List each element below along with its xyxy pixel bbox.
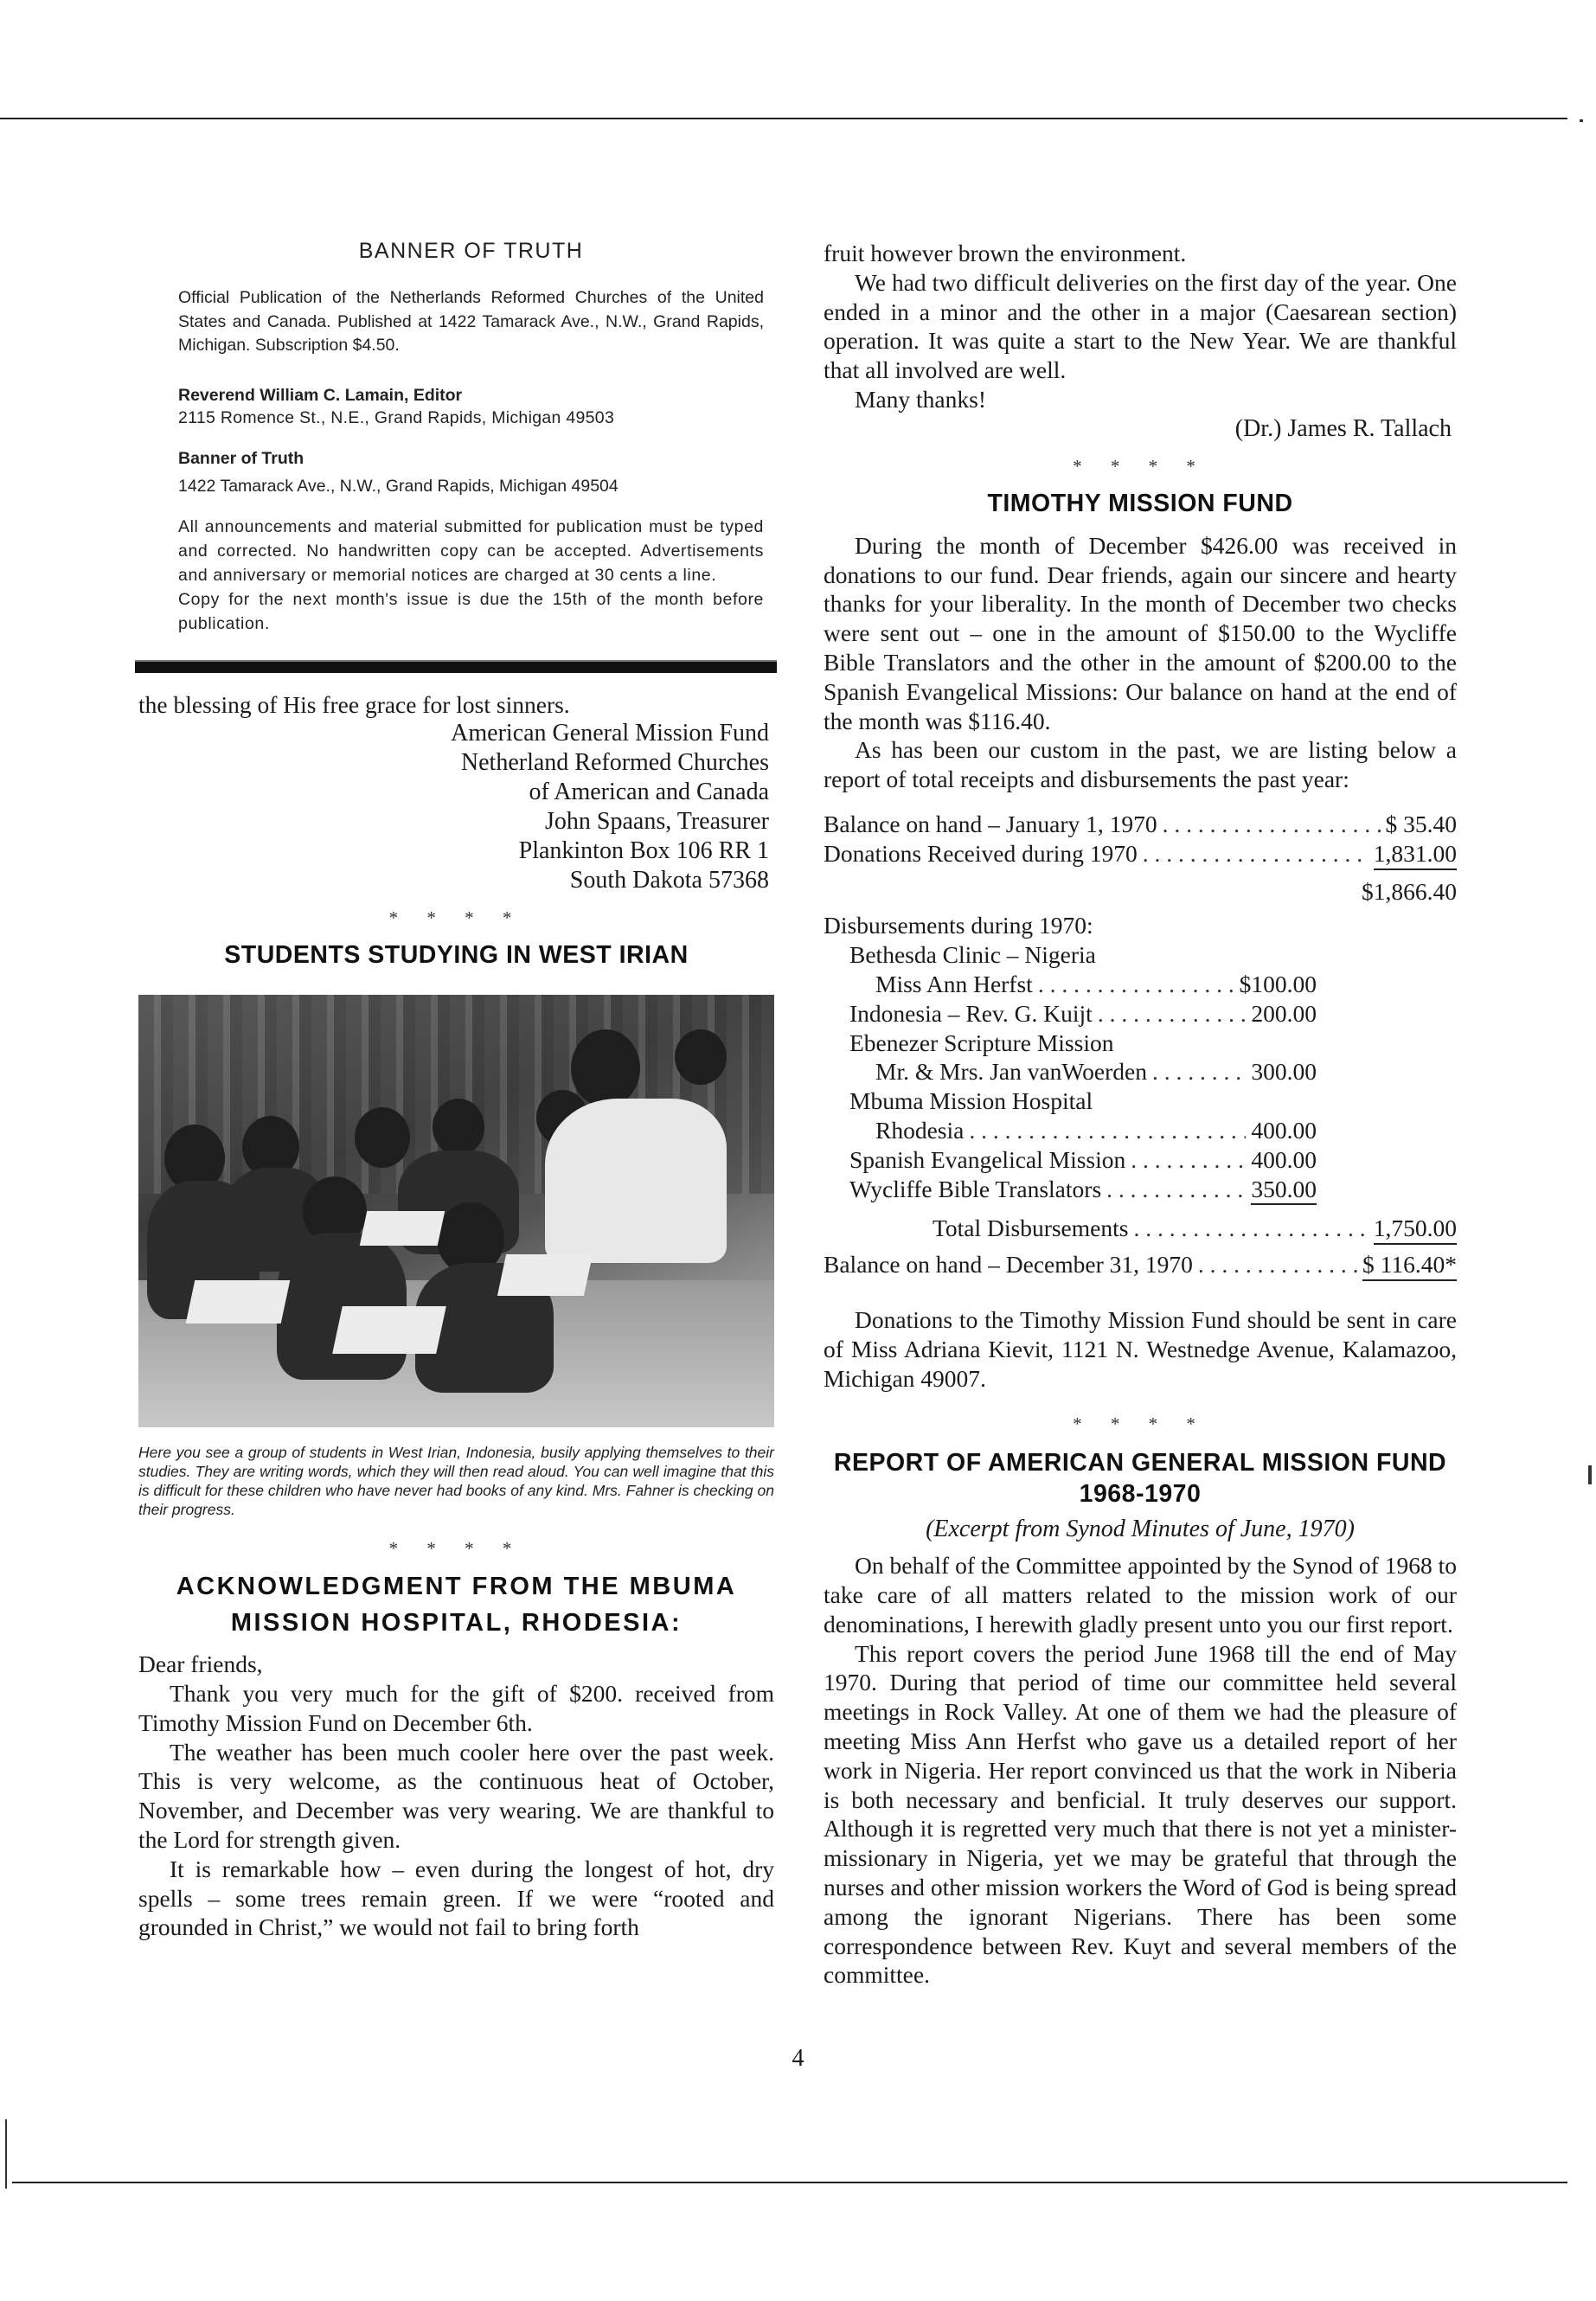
- ledger-item: Ebenezer Scripture Mission: [849, 1029, 1114, 1056]
- photo-notebook: [332, 1306, 446, 1354]
- editor-block: [178, 384, 764, 431]
- report-heading-years: 1968-1970: [1079, 1480, 1202, 1509]
- timothy-paragraph: During the month of December $426.00 was received in donations to our fund. Dear friends, again our sincere and hearty thanks for your liberality. In the month of December two checks were sent out – one in the amount of $150.00 to the Wycliffe Bible Translators and the other in the amount of $200.00 to the Spanish Evangelical Missions: Our balance on hand at the end of the month was $116.40.: [824, 531, 1457, 734]
- left-column: [138, 232, 774, 1942]
- ledger-label: Donations Received during 1970: [824, 839, 1138, 867]
- masthead-notice: All announcements and material submitted for publication must be typed and corrected. No handwritten copy can be accepted. Advertisements and anniversary or memorial notices are charged at 30 cents a line.: [178, 516, 764, 585]
- edge-mark-2: [1588, 1465, 1592, 1484]
- acknowledgment-heading: ACKNOWLEDGMENT FROM THE MBUMA MISSION HOSPITAL, RHODESIA:: [176, 1573, 737, 1638]
- ledger-item: Wycliffe Bible Translators . . . 350.00: [849, 1175, 1317, 1206]
- signature-line: Plankinton Box 106 RR 1: [518, 837, 769, 865]
- photo-notebook: [186, 1280, 291, 1324]
- photo-teacher: [571, 1029, 640, 1107]
- ledger-amount: $ 116.40*: [1362, 1250, 1457, 1281]
- section-separator: * * * *: [1073, 455, 1208, 477]
- students-photo: [138, 995, 774, 1427]
- signature-line: of American and Canada: [529, 779, 769, 806]
- report-heading: [824, 1447, 1457, 1509]
- page-border-left: [5, 2119, 7, 2189]
- timothy-address: Donations to the Timothy Mission Fund should be sent in care of Miss Adriana Kievit, 1121 N. Westnedge Avenue, Kalamazoo, Michigan 49007.: [824, 1305, 1457, 1392]
- students-heading: STUDENTS STUDYING IN WEST IRIAN: [224, 941, 689, 970]
- acknowledgment-continuation: fruit however brown the environment.: [824, 240, 1187, 266]
- photo-figure: [675, 1029, 727, 1085]
- ledger-row-total: [824, 1214, 1457, 1245]
- report-paragraph: This report covers the period June 1968 till the end of May 1970. During that period of time our committee held several meetings in Rock Valley. At one of them we had the pleasure of meeting Miss Ann Herfst who gave us a detailed report of her work in Nigeria. Her report convinced us that the work in Niberia is both necessary and benficial. It truly deserves our support. Although it is regretted very much that there is not yet a minister-missionary in Nigeria, yet we may be grateful that through the nurses and other mission workers the Word of God is being spread among the ignorant Nigerians. There has been some correspondence between Rev. Kuyt and several members of the committee.: [824, 1639, 1457, 1989]
- office-name: Banner of Truth: [178, 449, 304, 468]
- page-number: 4: [792, 2045, 804, 2072]
- ledger-subtotal: $1,866.40: [1362, 877, 1457, 905]
- photo-teacher-dress: [545, 1099, 727, 1263]
- masthead-divider: [135, 660, 777, 673]
- fund-signature: [138, 719, 774, 895]
- ledger-label: Total Disbursements: [933, 1215, 1129, 1242]
- masthead-description: Official Publication of the Netherlands Reformed Churches of the United States and Canada. Published at 1422 Tamarack Ave., N.W., Grand Rapids, Michigan. Subscription $4.50.: [178, 288, 764, 355]
- section-separator: * * * *: [388, 907, 524, 929]
- ledger-item: Miss Ann Herfst . . . $100.00: [849, 970, 1317, 999]
- report-subheading: (Excerpt from Synod Minutes of June, 1970): [926, 1516, 1355, 1543]
- ledger-amount: $ 35.40: [1385, 810, 1457, 837]
- ledger-row-balance-dec: [824, 1250, 1457, 1281]
- timothy-heading: TIMOTHY MISSION FUND: [987, 489, 1293, 517]
- continuation-text: the blessing of His free grace for lost sinners.: [138, 690, 570, 718]
- edge-mark: [1580, 119, 1583, 122]
- editor-address: 2115 Romence St., N.E., Grand Rapids, Michigan 49503: [178, 407, 615, 427]
- signature-line: Netherland Reformed Churches: [460, 749, 769, 777]
- doctor-signature: (Dr.) James R. Tallach: [1234, 414, 1452, 442]
- acknowledgment-paragraph: Thank you very much for the gift of $200. received from Timothy Mission Fund on December 6th.: [138, 1680, 774, 1736]
- masthead-title: BANNER OF TRUTH: [358, 239, 584, 263]
- ledger-item: Mr. & Mrs. Jan vanWoerden . . . 300.00: [849, 1057, 1317, 1086]
- ledger-item: Indonesia – Rev. G. Kuijt . . . 200.00: [849, 999, 1317, 1029]
- section-separator: * * * *: [1073, 1413, 1208, 1435]
- signature-line: American General Mission Fund: [451, 720, 769, 747]
- timothy-paragraph: As has been our custom in the past, we are listing below a report of total receipts and disbursements the past year:: [824, 736, 1457, 793]
- signature-line: South Dakota 57368: [569, 867, 769, 894]
- acknowledgment-paragraph: It is remarkable how – even during the longest of hot, dry spells – some trees remain green. If we were “rooted and grounded in Christ,” we would not fail to bring forth: [138, 1855, 774, 1941]
- ledger-amount: 1,750.00: [1374, 1214, 1457, 1245]
- signature-line: John Spaans, Treasurer: [545, 808, 769, 836]
- acknowledgment-salutation: Dear friends,: [138, 1650, 263, 1678]
- ledger-amount: 1,831.00: [1374, 839, 1457, 870]
- page-border-top: [0, 118, 1567, 119]
- financial-ledger: [824, 810, 1457, 1281]
- disbursements-title: Disbursements during 1970:: [824, 912, 1093, 939]
- report-heading-line: REPORT OF AMERICAN GENERAL MISSION FUND: [833, 1449, 1447, 1477]
- ledger-item: Mbuma Mission Hospital: [849, 1087, 1093, 1115]
- photo-caption: Here you see a group of students in West Irian, Indonesia, busily applying themselves to their studies. They are writing words, which they will then read aloud. You can well imagine that this is difficult for these children who have never had books of any kind. Mrs. Fahner is checking on their progress.: [138, 1444, 774, 1519]
- ledger-row-balance-jan: [824, 810, 1457, 839]
- ledger-row-donations: [824, 839, 1457, 870]
- editor-name: Reverend William C. Lamain, Editor: [178, 385, 463, 405]
- photo-figure: [355, 1107, 410, 1168]
- ledger-item: Bethesda Clinic – Nigeria: [849, 941, 1096, 969]
- office-block: [178, 447, 764, 499]
- photo-notebook: [497, 1254, 593, 1296]
- ledger-label: Balance on hand – December 31, 1970: [824, 1251, 1193, 1279]
- right-column: [824, 232, 1457, 1990]
- photo-figure: [433, 1099, 484, 1156]
- office-address: 1422 Tamarack Ave., N.W., Grand Rapids, Michigan 49504: [178, 477, 619, 496]
- section-separator: * * * *: [388, 1538, 524, 1560]
- acknowledgment-paragraph: We had two difficult deliveries on the first day of the year. One ended in a minor and the other in a major (Caesarean section) operation. It was quite a start to the New Year. We are thankful that all involved are well.: [824, 268, 1457, 384]
- disbursements-list: [824, 940, 1317, 1205]
- acknowledgment-thanks: Many thanks!: [855, 385, 986, 413]
- masthead-deadline: Copy for the next month's issue is due the 15th of the month before publication.: [178, 589, 764, 633]
- ledger-label: Balance on hand – January 1, 1970: [824, 810, 1157, 837]
- ledger-item: Spanish Evangelical Mission . . . 400.00: [849, 1145, 1317, 1175]
- ledger-item: Rhodesia . . . 400.00: [849, 1116, 1317, 1145]
- masthead: [138, 239, 774, 636]
- report-paragraph: On behalf of the Committee appointed by the Synod of 1968 to take care of all matters related to the mission work of our denominations, I herewith gladly present unto you our first report.: [824, 1552, 1457, 1638]
- photo-notebook: [360, 1211, 445, 1246]
- page-border-bottom: [12, 2182, 1567, 2183]
- acknowledgment-paragraph: The weather has been much cooler here over the past week. This is very welcome, as the continuous heat of October, November, and December was very wearing. We are thankful to the Lord for strength given.: [138, 1738, 774, 1854]
